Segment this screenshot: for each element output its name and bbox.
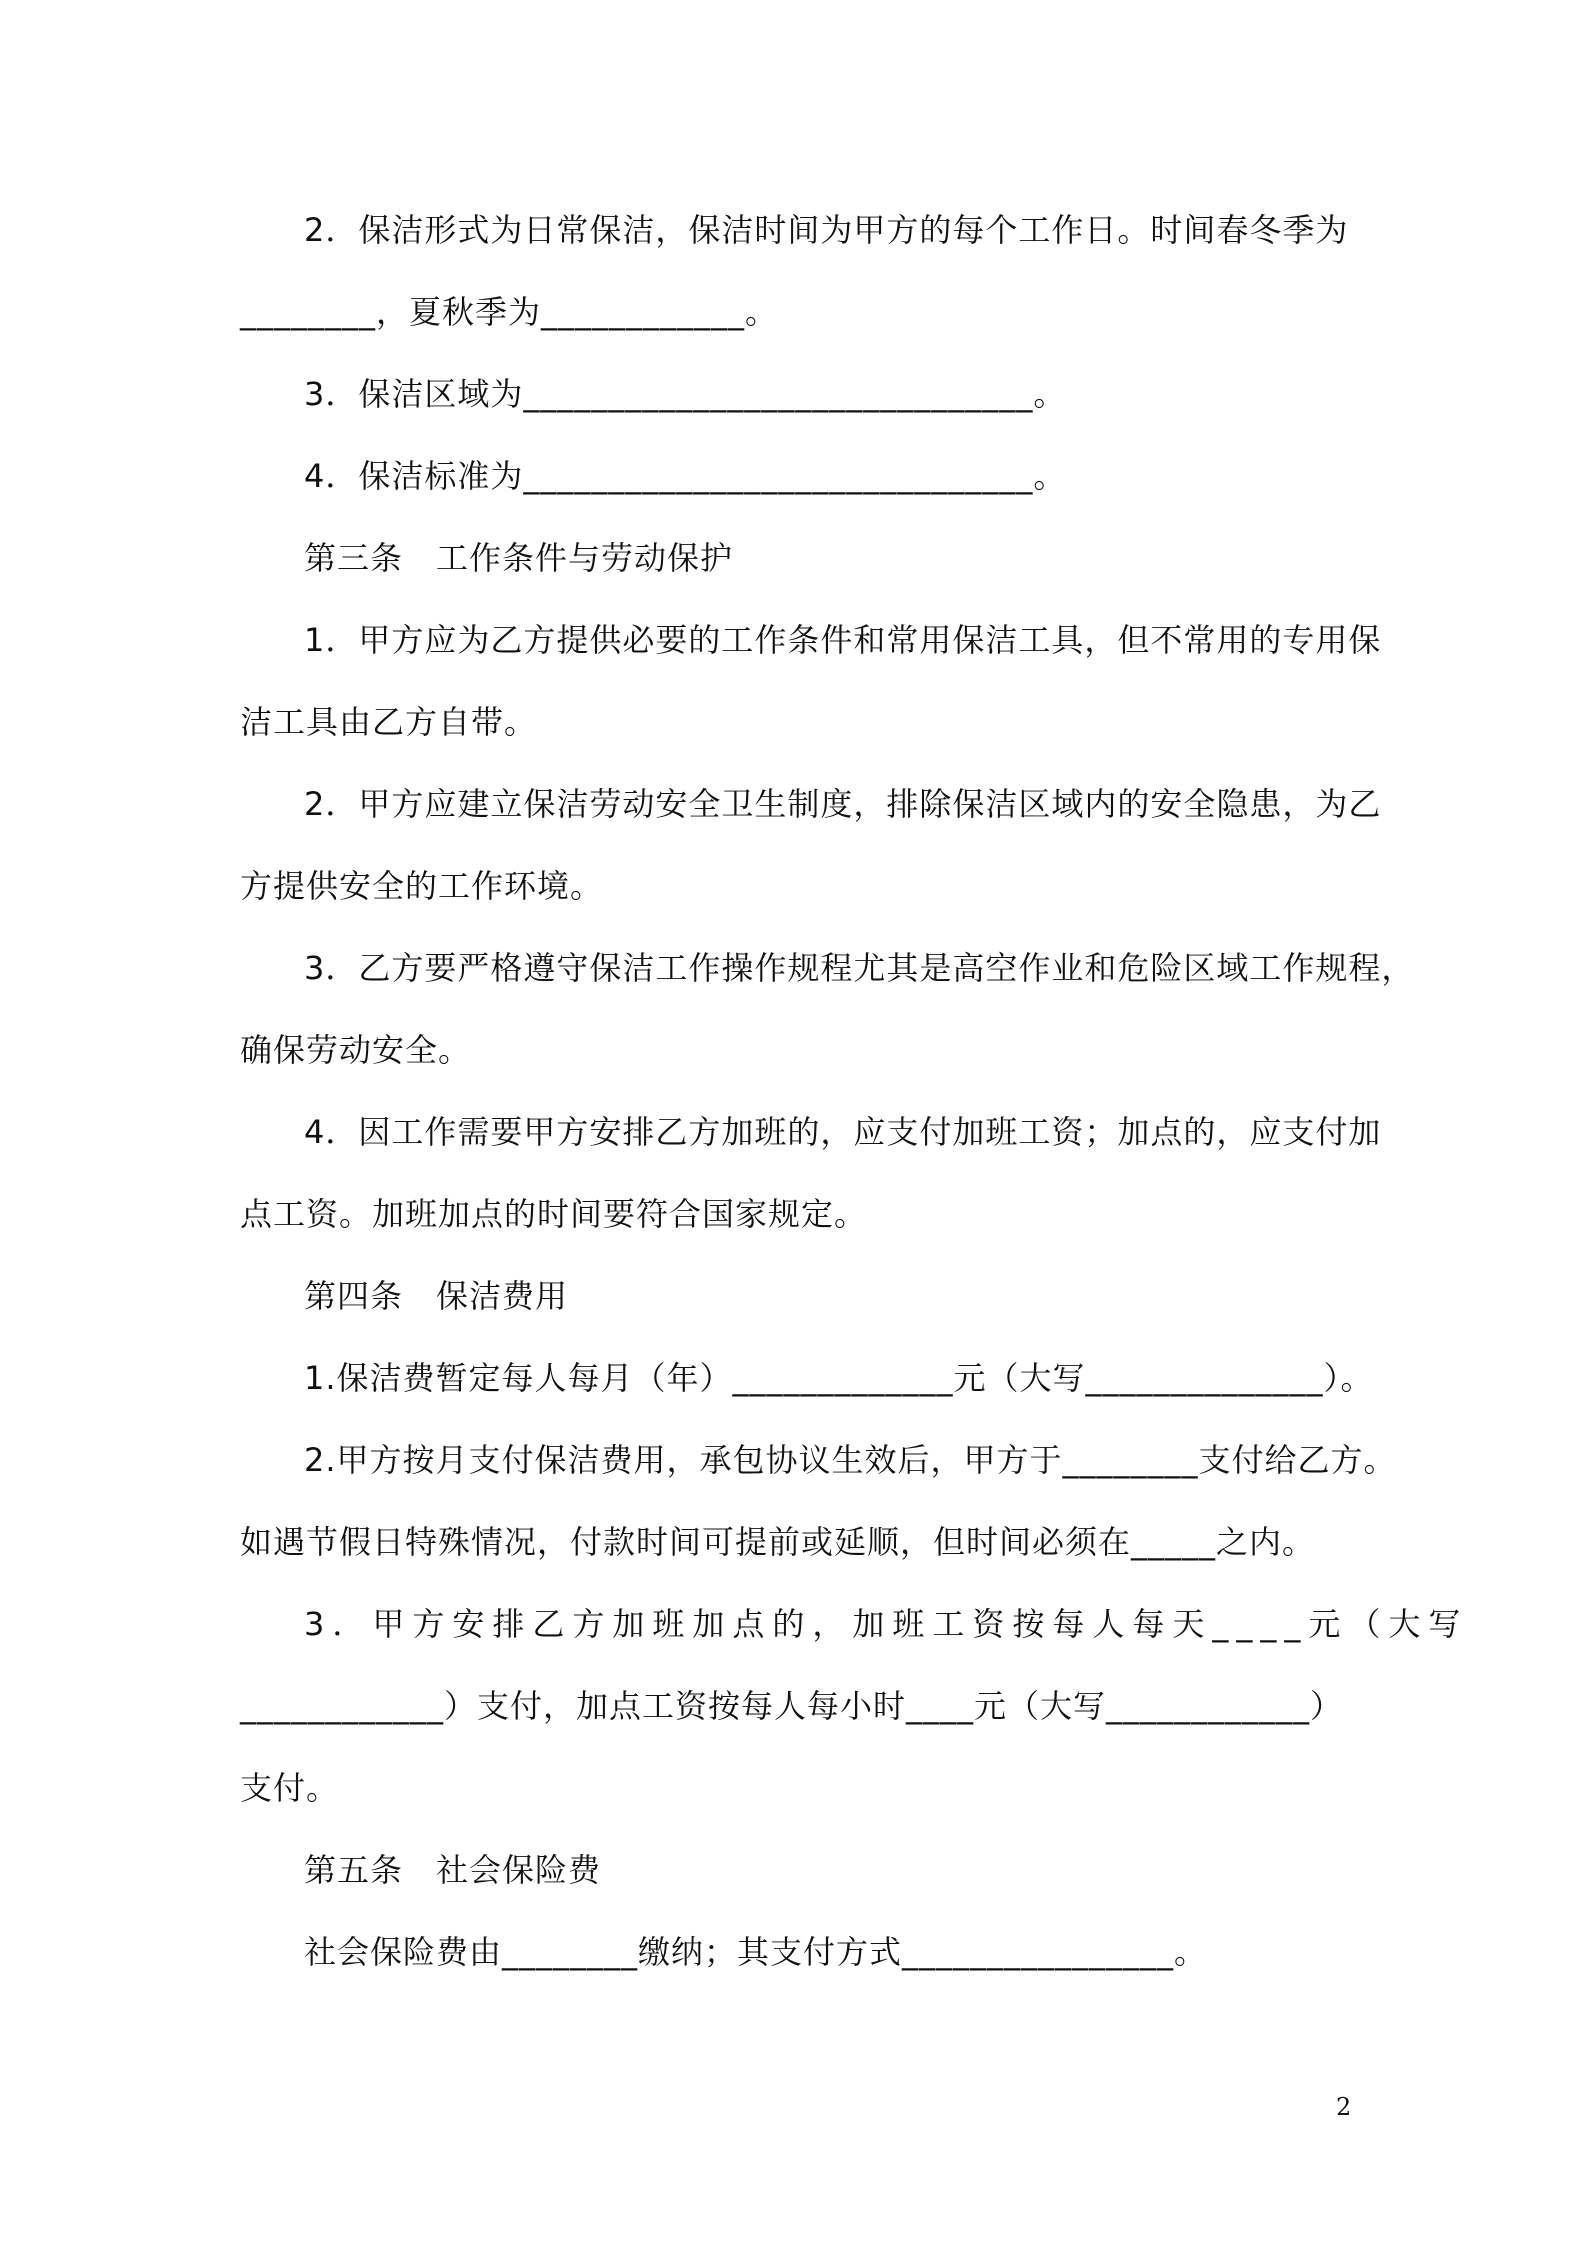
- page-number: 2: [1336, 2093, 1352, 2121]
- clause-3-line: 3．保洁区域为______________________________。: [304, 375, 1067, 413]
- article-5-heading: 第五条 社会保险费: [304, 1851, 602, 1889]
- clause-2-line-2: ________，夏秋季为____________。: [240, 293, 779, 331]
- article-4-item-3-line-3: 支付。: [240, 1769, 340, 1807]
- article-4-heading: 第四条 保洁费用: [304, 1277, 569, 1315]
- clause-4-line: 4．保洁标准为______________________________。: [304, 457, 1067, 495]
- article-3-heading: 第三条 工作条件与劳动保护: [304, 539, 734, 577]
- article-3-item-4-line-2: 点工资。加班加点的时间要符合国家规定。: [240, 1195, 868, 1233]
- article-4-item-3-line-1: 3．甲方安排乙方加班加点的，加班工资按每人每天____元（大写: [304, 1605, 1469, 1643]
- article-4-item-3-line-2: ____________）支付，加点工资按每人每小时____元（大写____________）: [240, 1687, 1344, 1725]
- article-3-item-1-line-1: 1．甲方应为乙方提供必要的工作条件和常用保洁工具，但不常用的专用保: [304, 621, 1382, 659]
- article-3-item-3-line-1: 3．乙方要严格遵守保洁工作操作规程尤其是高空作业和危险区域工作规程，: [304, 949, 1415, 987]
- article-5-body-line: 社会保险费由________缴纳；其支付方式________________。: [304, 1933, 1208, 1971]
- article-3-item-1-line-2: 洁工具由乙方自带。: [240, 703, 538, 741]
- article-3-item-4-line-1: 4．因工作需要甲方安排乙方加班的，应支付加班工资；加点的，应支付加: [304, 1113, 1382, 1151]
- article-3-item-2-line-1: 2．甲方应建立保洁劳动安全卫生制度，排除保洁区域内的安全隐患，为乙: [304, 785, 1382, 823]
- article-3-item-3-line-2: 确保劳动安全。: [240, 1031, 472, 1069]
- article-4-item-1-line: 1.保洁费暂定每人每月（年）_____________元（大写______________）。: [304, 1359, 1374, 1397]
- article-4-item-2-line-1: 2.甲方按月支付保洁费用，承包协议生效后，甲方于________支付给乙方。: [304, 1441, 1397, 1479]
- article-4-item-2-line-2: 如遇节假日特殊情况，付款时间可提前或延顺，但时间必须在_____之内。: [240, 1523, 1316, 1561]
- article-3-item-2-line-2: 方提供安全的工作环境。: [240, 867, 604, 905]
- clause-2-line-1: 2．保洁形式为日常保洁，保洁时间为甲方的每个工作日。时间春冬季为: [304, 211, 1349, 249]
